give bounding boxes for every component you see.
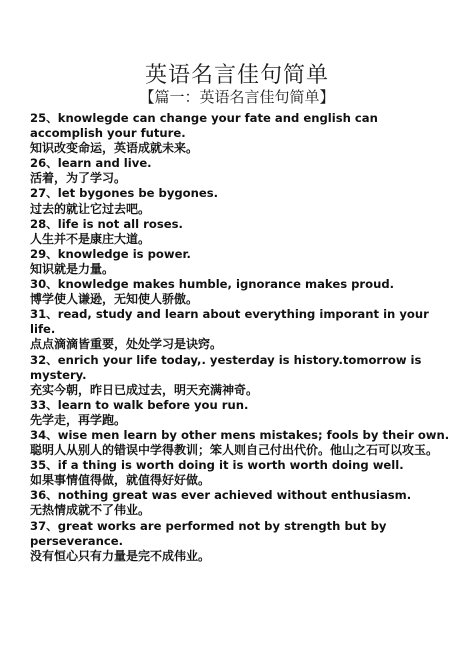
quote-english: 27、let bygones be bygones.	[30, 186, 219, 201]
quote-chinese: 人生并不是康庄大道。	[30, 231, 151, 246]
quote-english: 34、wise men learn by other mens mistakes; fools by their own.	[30, 427, 450, 442]
quote-chinese: 点点滴滴皆重要，处处学习是诀窍。	[30, 337, 223, 352]
quote-chinese: 活着，为了学习。	[30, 171, 127, 186]
quote-chinese: 博学使人谦逊，无知使人骄傲。	[30, 292, 199, 307]
quote-english: 28、life is not all roses.	[30, 216, 183, 231]
quote-english: 36、nothing great was ever achieved without enthusiasm.	[30, 488, 412, 503]
page-subtitle: 【篇一：英语名言佳句简单】	[139, 88, 335, 106]
quote-entry	[30, 488, 450, 518]
quote-english: 30、knowledge makes humble, ignorance makes proud.	[30, 277, 395, 292]
quote-entry	[30, 519, 450, 564]
quote-english: 29、knowledge is power.	[30, 246, 191, 261]
quote-entry	[30, 217, 450, 247]
quote-chinese: 聪明人从别人的错误中学得教训；笨人则自己付出代价。他山之石可以攻玉。	[30, 443, 439, 458]
quote-entry	[30, 111, 450, 156]
quote-entry	[30, 428, 450, 458]
quote-english: 35、if a thing is worth doing it is worth worth doing well.	[30, 458, 404, 473]
quote-chinese: 如果事情值得做，就值得好好做。	[30, 473, 211, 488]
quote-entry	[30, 156, 450, 186]
quote-entry	[30, 247, 450, 277]
quote-chinese: 没有恒心只有力量是完不成伟业。	[30, 548, 211, 563]
quote-entry	[30, 398, 450, 428]
quote-chinese: 充实今朝，昨日已成过去，明天充满神奇。	[30, 382, 259, 397]
quote-english: 26、learn and live.	[30, 156, 152, 171]
quote-entry	[30, 307, 450, 352]
quote-english: 31、read, study and learn about everything imporant in your life.	[30, 307, 429, 337]
quote-chinese: 知识就是力量。	[30, 261, 115, 276]
quote-entry	[30, 186, 450, 216]
quote-chinese: 过去的就让它过去吧。	[30, 201, 151, 216]
quote-english: 25、knowlegde can change your fate and english can accomplish your future.	[30, 111, 378, 141]
quote-entry	[30, 353, 450, 398]
quote-entry	[30, 458, 450, 488]
quote-chinese: 无热情成就不了伟业。	[30, 503, 151, 518]
quote-entry	[30, 277, 450, 307]
quote-chinese: 先学走，再学跑。	[30, 412, 127, 427]
quote-english: 32、enrich your life today,. yesterday is history.tomorrow is mystery.	[30, 352, 422, 382]
quote-list	[30, 111, 450, 564]
quote-chinese: 知识改变命运，英语成就未来。	[30, 141, 199, 156]
page-title: 英语名言佳句简单	[144, 63, 329, 88]
quote-english: 37、great works are performed not by strength but by perseverance.	[30, 518, 387, 548]
quote-english: 33、learn to walk before you run.	[30, 397, 249, 412]
